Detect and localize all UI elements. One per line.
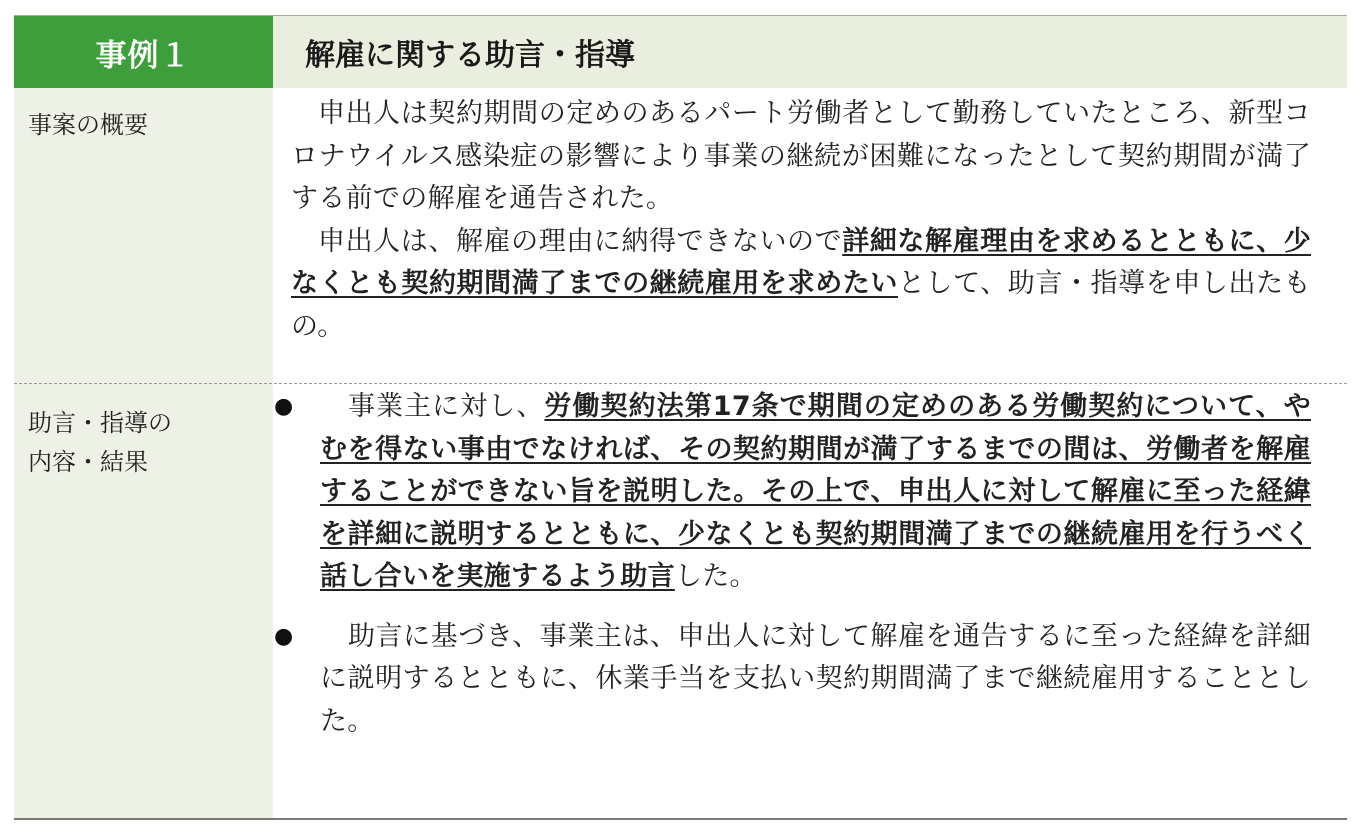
case-title-cell [273,16,1347,88]
header-row [14,16,1347,88]
result-label-line1: 助言・指導の [28,409,172,437]
case-number-label: 事例１ [14,16,273,88]
summary-paragraph-2 [291,221,1311,349]
summary-label: 事案の概要 [28,111,148,139]
bullet-1-text [287,386,1311,599]
summary-paragraph-1: 申出人は契約期間の定めのあるパート労働者として勤務していたところ、新型コロナウイルス感染症の影響により事業の継続が困難になったとして契約期間が満了する前での解雇を通告された。 [291,98,1311,214]
result-label [28,404,172,482]
bullet-2-text: 助言に基づき、事業主は、申出人に対して解雇を通告するに至った経緯を詳細に説明するとともに、休業手当を支払い契約期間満了まで継続雇用することとした。 [320,620,1311,737]
bullet-1-tail: した。 [674,561,757,592]
bullet-1-emphasis: 労働契約法第17条で期間の定めのある労働契約について、やむを得ない事由でなければ、その契約期間が満了するまでの間は、労働者を解雇することができない旨を説明した。その上で、申出人に対して解雇に至った経緯を詳細に説明するとともに、少なくとも契約期間満了までの継続雇用を行うべく話し合いを実施するよう助言 [320,391,1311,592]
case-title: 解雇に関する助言・指導 [305,38,635,73]
result-label-line2: 内容・結果 [28,448,148,476]
result-bullets [274,386,1311,743]
row-divider [14,383,1347,384]
result-bullet-1 [274,386,1311,599]
bullet-dot-icon: ● [274,394,294,419]
summary-paragraph-2-tail: として、助言・指導を申し出たもの。 [291,268,1311,342]
summary-body [291,93,1311,348]
summary-paragraph-2-lead: 申出人は、解雇の理由に納得できないので [318,225,843,257]
bullet-1-lead: 事業主に対し、 [348,391,545,422]
summary-emphasis: 詳細な解雇理由を求めるとともに、少なくとも契約期間満了までの継続雇用を求めたい [291,225,1311,299]
bullet-dot-icon: ● [274,623,294,649]
result-bullet-2 [274,616,1311,744]
